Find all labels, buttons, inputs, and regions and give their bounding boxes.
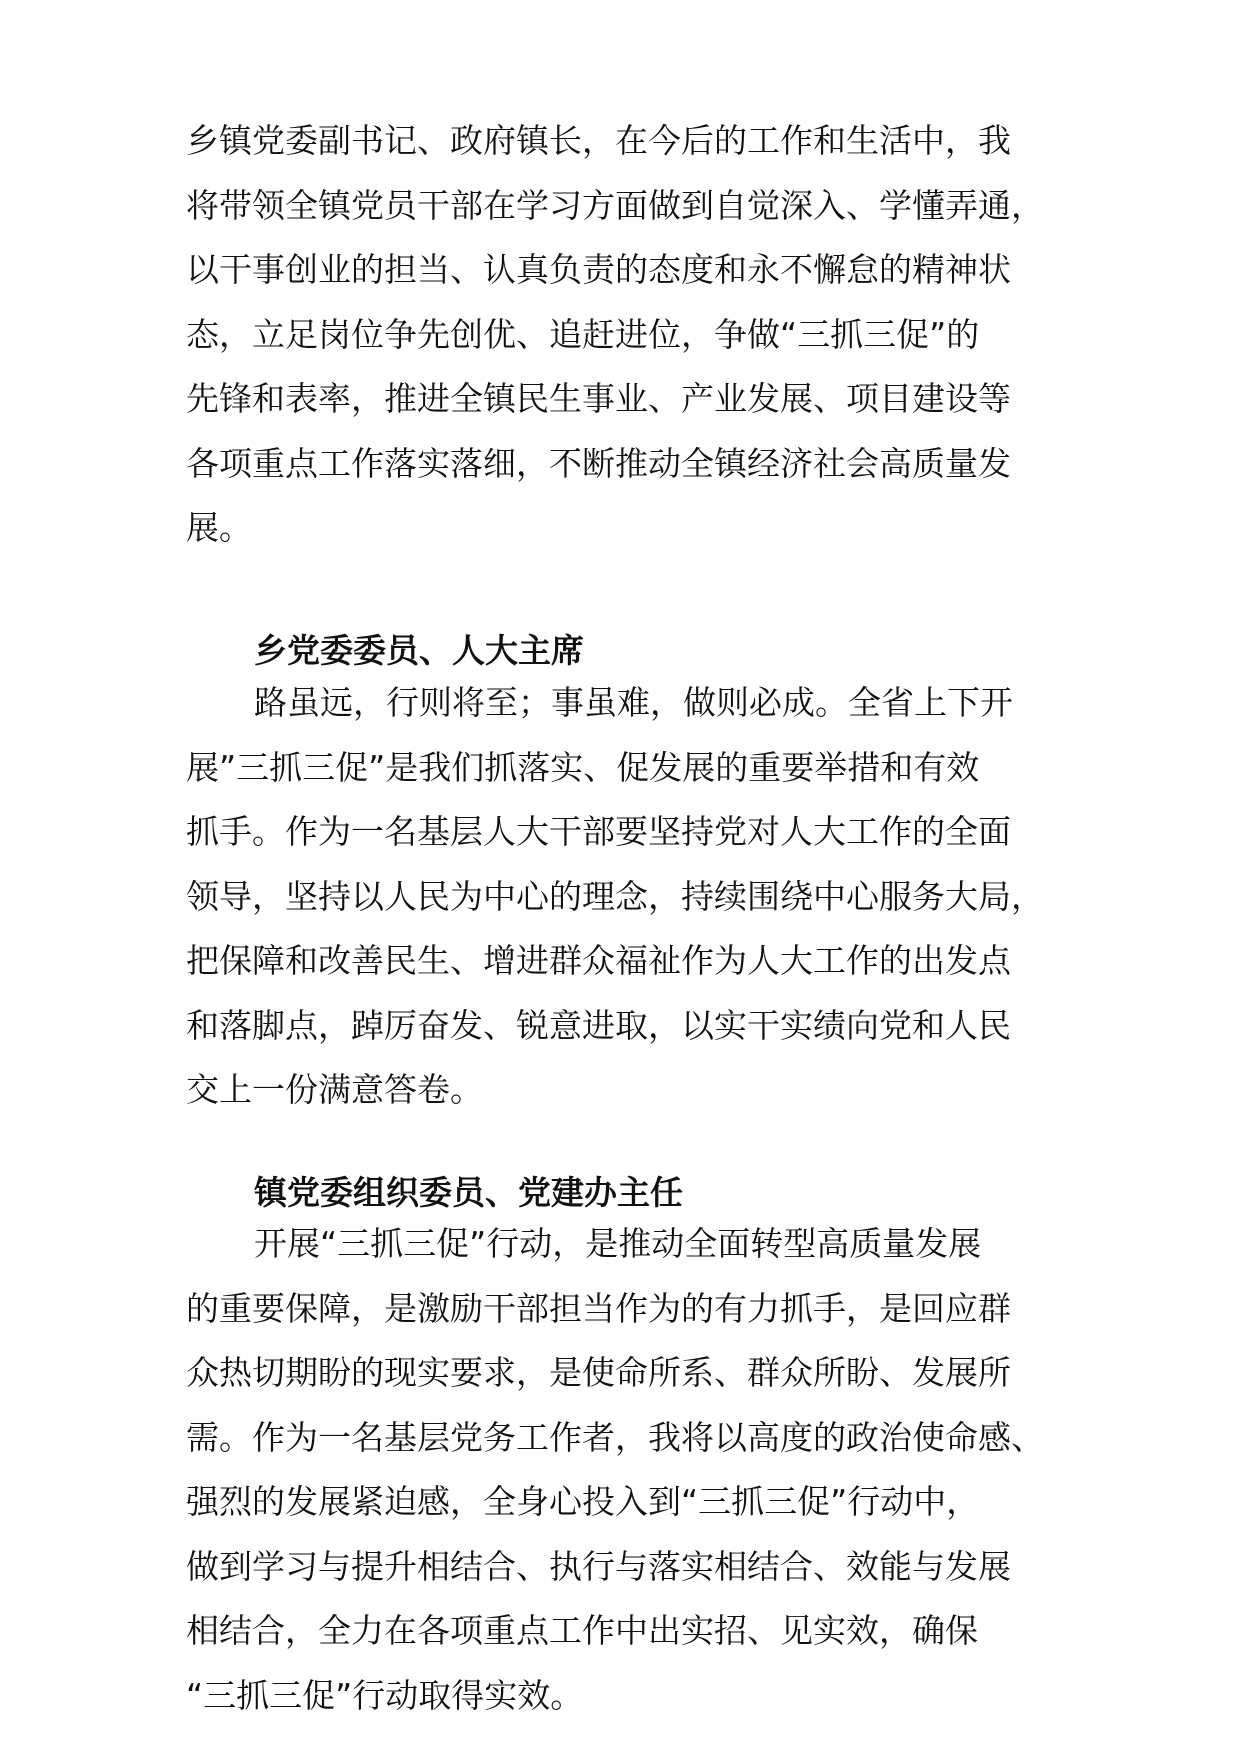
paragraph-line: 将带领全镇党员干部在学习方面做到自觉深入、学懂弄通， [186, 185, 1044, 225]
section2-heading: 乡党委委员、人大主席 [254, 631, 584, 670]
section1-paragraph [186, 109, 1086, 561]
paragraph-line: 的重要保障，是激励干部担当作为的有力抓手，是回应群 [186, 1288, 1011, 1328]
paragraph-line: 需。作为一名基层党务工作者，我将以高度的政治使命感、 [186, 1417, 1044, 1457]
paragraph-line: 相结合，全力在各项重点工作中出实招、见实效，确保 [186, 1611, 978, 1650]
paragraph-line: 众热切期盼的现实要求，是使命所系、群众所盼、发展所 [186, 1353, 1011, 1392]
section3-paragraph [186, 1212, 1086, 1728]
paragraph-line: 交上一份满意答卷。 [186, 1070, 483, 1109]
paragraph-line: 展”三抓三促”是我们抓落实、促发展的重要举措和有效 [186, 747, 980, 787]
paragraph-line: 各项重点工作落实落细，不断推动全镇经济社会高质量发 [186, 443, 1011, 483]
paragraph-line: 展。 [186, 508, 252, 547]
paragraph-line: 把保障和改善民生、增进群众福祉作为人大工作的出发点 [186, 941, 1011, 980]
paragraph-line: 先锋和表率，推进全镇民生事业、产业发展、项目建设等 [186, 379, 1011, 418]
paragraph-line: “三抓三促”行动取得实效。 [186, 1675, 584, 1715]
paragraph-line: 做到学习与提升相结合、执行与落实相结合、效能与发展 [186, 1546, 1011, 1586]
paragraph-line: 抓手。作为一名基层人大干部要坚持党对人大工作的全面 [186, 812, 1011, 851]
paragraph-line: 领导，坚持以人民为中心的理念，持续围绕中心服务大局， [186, 876, 1044, 916]
paragraph-line: 路虽远，行则将至；事虽难，做则必成。全省上下开 [254, 683, 1013, 722]
paragraph-line: 态，立足岗位争先创优、追赶进位，争做“三抓三促”的 [186, 314, 980, 354]
section3-heading: 镇党委组织委员、党建办主任 [254, 1173, 683, 1212]
paragraph-line: 开展“三抓三促”行动，是推动全面转型高质量发展 [254, 1224, 982, 1263]
paragraph-line: 以干事创业的担当、认真负责的态度和永不懈怠的精神状 [186, 250, 1011, 289]
paragraph-line: 和落脚点，踔厉奋发、锐意进取，以实干实绩向党和人民 [186, 1005, 1011, 1045]
paragraph-line: 强烈的发展紧迫感，全身心投入到“三抓三促”行动中， [186, 1482, 980, 1521]
section2-paragraph [186, 671, 1086, 1123]
paragraph-line: 乡镇党委副书记、政府镇长，在今后的工作和生活中，我 [186, 121, 1011, 160]
